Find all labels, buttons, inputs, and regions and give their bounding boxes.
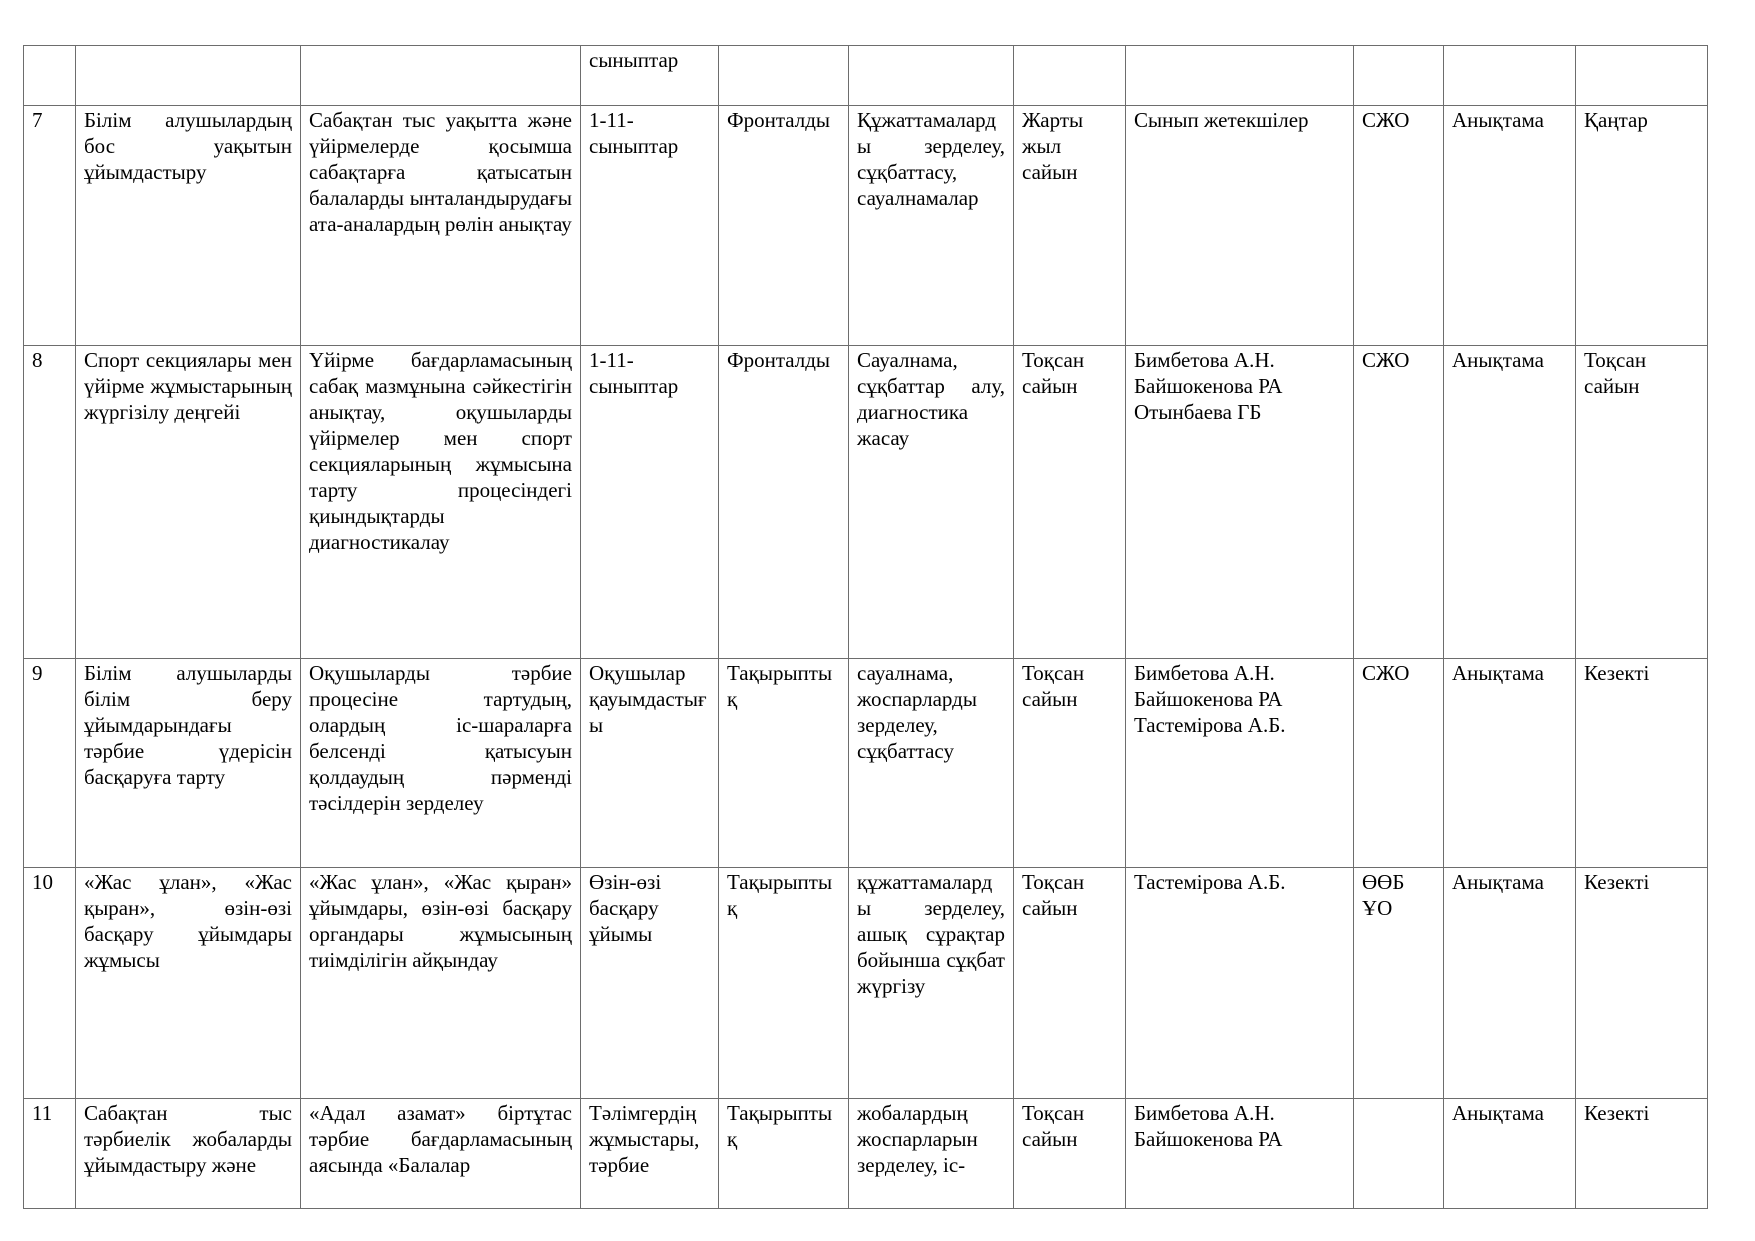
cell: 9: [24, 659, 76, 868]
cell: [719, 46, 849, 106]
cell: жобалардың жоспарларын зерделеу, іс-: [849, 1099, 1014, 1209]
cell: Тақырыптық: [719, 659, 849, 868]
cell: Білім алушылардың бос уақытын ұйымдастыру: [76, 106, 301, 346]
cell: Анықтама: [1444, 659, 1576, 868]
cell: Фронталды: [719, 346, 849, 659]
cell: Сабақтан тыс тәрбиелік жобаларды ұйымдастыру және: [76, 1099, 301, 1209]
cell: Тоқсан сайын: [1014, 868, 1126, 1099]
cell: Өзін-өзі басқару ұйымы: [581, 868, 719, 1099]
cell: Бимбетова А.Н. Байшокенова РА: [1126, 1099, 1354, 1209]
cell: 1-11-сыныптар: [581, 346, 719, 659]
table-row: [24, 659, 1708, 868]
table-row: [24, 106, 1708, 346]
cell: 11: [24, 1099, 76, 1209]
cell: [1444, 46, 1576, 106]
cell: Анықтама: [1444, 346, 1576, 659]
cell: Тоқсан сайын: [1576, 346, 1708, 659]
cell: Тоқсан сайын: [1014, 346, 1126, 659]
cell: Кезекті: [1576, 659, 1708, 868]
cell: Бимбетова А.Н. Байшокенова РА Отынбаева ГБ: [1126, 346, 1354, 659]
cell: Тақырыптық: [719, 1099, 849, 1209]
cell: Тоқсан сайын: [1014, 659, 1126, 868]
cell: «Адал азамат» біртұтас тәрбие бағдарламасының аясында «Балалар: [301, 1099, 581, 1209]
cell: Сабақтан тыс уақытта және үйірмелерде қосымша сабақтарға қатысатын балаларды ынталандырудағы ата-аналардың рөлін анықтау: [301, 106, 581, 346]
cell: СЖО: [1354, 659, 1444, 868]
cell: «Жас ұлан», «Жас қыран» ұйымдары, өзін-өзі басқару органдары жұмысының тиімділігін айқындау: [301, 868, 581, 1099]
cell: Тастемірова А.Б.: [1126, 868, 1354, 1099]
cell: Құжаттамаларды зерделеу, сұқбаттасу, сауалнамалар: [849, 106, 1014, 346]
cell: Білім алушыларды білім беру ұйымдарындағы тәрбие үдерісін басқаруға тарту: [76, 659, 301, 868]
cell: [1126, 46, 1354, 106]
cell: СЖО: [1354, 346, 1444, 659]
cell: СЖО: [1354, 106, 1444, 346]
cell: [1354, 1099, 1444, 1209]
cell: [1014, 46, 1126, 106]
table-row: [24, 46, 1708, 106]
cell: [849, 46, 1014, 106]
inspection-plan-table: [23, 45, 1708, 1209]
cell: ӨӨБ ҰО: [1354, 868, 1444, 1099]
cell: «Жас ұлан», «Жас қыран», өзін-өзі басқару ұйымдары жұмысы: [76, 868, 301, 1099]
table-body: [24, 46, 1708, 1209]
cell: Қаңтар: [1576, 106, 1708, 346]
cell: [1354, 46, 1444, 106]
table-row: [24, 346, 1708, 659]
cell: [24, 46, 76, 106]
cell: Үйірме бағдарламасының сабақ мазмұнына сәйкестігін анықтау, оқушыларды үйірмелер мен спорт секцияларының жұмысына тарту процесіндегі қиындықтарды диагностикалау: [301, 346, 581, 659]
cell: [1576, 46, 1708, 106]
cell: Кезекті: [1576, 868, 1708, 1099]
cell: Оқушыларды тәрбие процесіне тартудың, олардың іс-шараларға белсенді қатысуын қолдаудың пәрменді тәсілдерін зерделеу: [301, 659, 581, 868]
cell: Анықтама: [1444, 106, 1576, 346]
cell: Жарты жыл сайын: [1014, 106, 1126, 346]
cell: Анықтама: [1444, 1099, 1576, 1209]
cell: Тоқсан сайын: [1014, 1099, 1126, 1209]
cell: сауалнама, жоспарларды зерделеу, сұқбаттасу: [849, 659, 1014, 868]
cell: Бимбетова А.Н. Байшокенова РА Тастемірова А.Б.: [1126, 659, 1354, 868]
cell: [76, 46, 301, 106]
cell: құжаттамаларды зерделеу, ашық сұрақтар бойынша сұқбат жүргізу: [849, 868, 1014, 1099]
cell: Тәлімгердің жұмыстары, тәрбие: [581, 1099, 719, 1209]
cell: 7: [24, 106, 76, 346]
cell: Кезекті: [1576, 1099, 1708, 1209]
cell: сыныптар: [581, 46, 719, 106]
cell: Фронталды: [719, 106, 849, 346]
cell: Сынып жетекшілер: [1126, 106, 1354, 346]
cell: Сауалнама, сұқбаттар алу, диагностика жасау: [849, 346, 1014, 659]
cell: [301, 46, 581, 106]
table-row: [24, 868, 1708, 1099]
cell: Оқушылар қауымдастығы: [581, 659, 719, 868]
cell: 8: [24, 346, 76, 659]
table-row: [24, 1099, 1708, 1209]
cell: 1-11-сыныптар: [581, 106, 719, 346]
cell: Тақырыптық: [719, 868, 849, 1099]
cell: Анықтама: [1444, 868, 1576, 1099]
cell: Спорт секциялары мен үйірме жұмыстарының жүргізілу деңгейі: [76, 346, 301, 659]
cell: 10: [24, 868, 76, 1099]
